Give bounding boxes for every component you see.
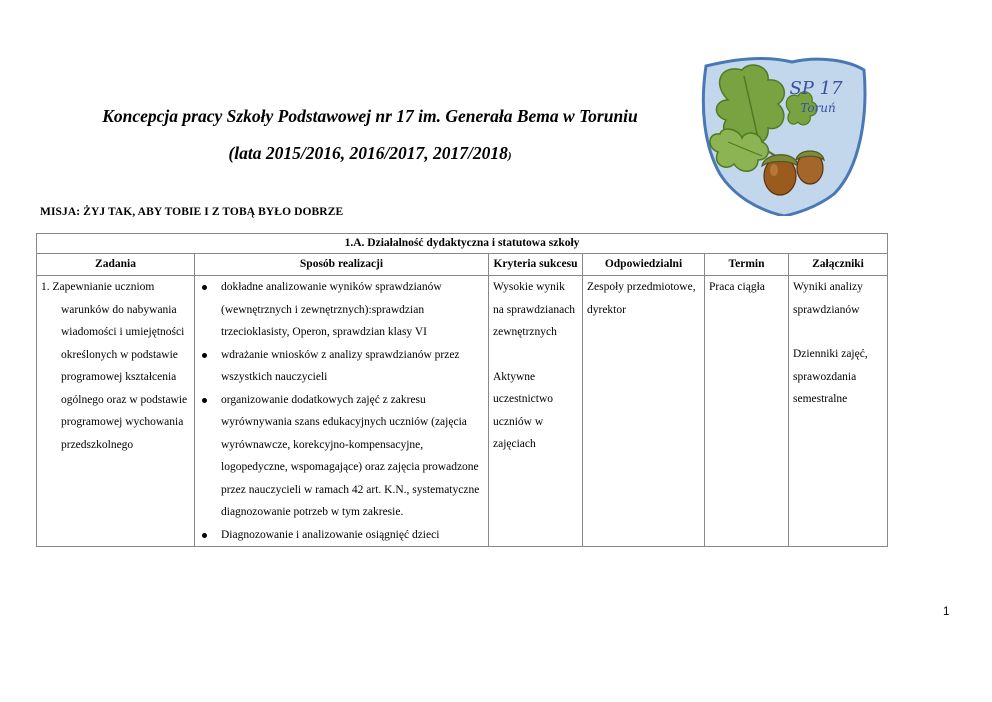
zalaczniki-text-2: Dzienniki zajęć, sprawozdania semestralne [793, 348, 868, 405]
school-logo [698, 56, 868, 216]
cell-odpowiedzialni: Zespoły przedmiotowe, dyrektor [583, 276, 705, 547]
subtitle-closing-paren: ) [507, 150, 512, 162]
page-number: 1 [943, 606, 950, 618]
school-shield-emblem [698, 56, 868, 216]
subtitle-years: (lata 2015/2016, 2016/2017, 2017/2018 [228, 143, 508, 163]
kryteria-text-2: Aktywne uczestnictwo uczniów w zajęciach [493, 370, 554, 450]
method-item: dokładne analizowanie wyników sprawdzianów (wewnętrznych i zewnętrznych):sprawdzian trzecioklasisty, Operon, sprawdzian klasy VI [198, 276, 486, 344]
document-title: Koncepcja pracy Szkoły Podstawowej nr 17 im. Generała Bema w Toruniu [102, 106, 638, 126]
table-row [37, 276, 888, 547]
logo-text-torun: Toruń [800, 101, 836, 115]
kryteria-text-1: Wysokie wynik na sprawdzianach zewnętrznych [493, 281, 576, 338]
cell-sposob-realizacji [195, 276, 489, 547]
header-kryteria-sukcesu: Kryteria sukcesu [489, 254, 583, 276]
header-zalaczniki: Załączniki [789, 254, 888, 276]
zalaczniki-text-1: Wyniki analizy sprawdzianów [793, 281, 863, 316]
cell-termin: Praca ciągła [705, 276, 789, 547]
mission-statement: MISJA: ŻYJ TAK, ABY TOBIE I Z TOBĄ BYŁO DOBRZE [40, 206, 344, 218]
logo-text-sp17: SP 17 [789, 78, 843, 99]
header-odpowiedzialni: Odpowiedzialni [583, 254, 705, 276]
header-sposob-realizacji: Sposób realizacji [195, 254, 489, 276]
cell-kryteria-sukcesu [489, 276, 583, 547]
method-item: Diagnozowanie i analizowanie osiągnięć dzieci [198, 524, 486, 547]
document-subtitle [0, 143, 740, 164]
cell-zalaczniki [789, 276, 888, 547]
section-title: 1.A. Działalność dydaktyczna i statutowa szkoły [37, 234, 888, 254]
method-item: wdrażanie wniosków z analizy sprawdzianów przez wszystkich nauczycieli [198, 344, 486, 389]
cell-zadania: 1. Zapewnianie uczniom warunków do nabywania wiadomości i umiejętności określonych w podstawie programowej kształcenia ogólnego oraz w podstawie programowej wychowania przedszkolnego [37, 276, 195, 547]
header-zadania: Zadania [37, 254, 195, 276]
section-header-row [37, 234, 888, 254]
method-item: organizowanie dodatkowych zajęć z zakresu wyrównywania szans edukacyjnych uczniów (zajęcia wyrównawcze, korekcyjno-kompensacyjne, logopedyczne, wspomagające) oraz zajęcia prowadzone przez nauczycieli w ramach 42 art. K.N., systematyczne diagnozowanie potrzeb w tym zakresie. [198, 389, 486, 524]
plan-table [36, 233, 888, 547]
header-termin: Termin [705, 254, 789, 276]
methods-list [195, 276, 488, 546]
column-header-row [37, 254, 888, 276]
